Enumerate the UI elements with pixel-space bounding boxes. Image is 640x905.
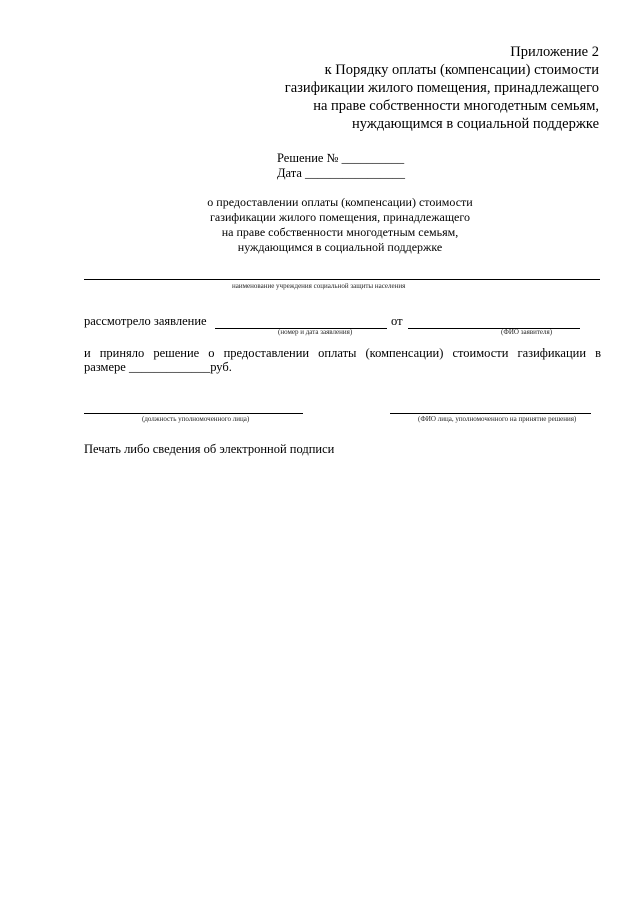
header-line-2: газификации жилого помещения, принадлежащего [284, 80, 599, 96]
decision-text-line-1: и приняло решение о предоставлении оплаты (компенсации) стоимости газификации в [84, 346, 601, 360]
name-signature-line [390, 413, 591, 414]
header-line-1: к Порядку оплаты (компенсации) стоимости [324, 62, 599, 78]
subject-line-4: нуждающимся в социальной поддержке [237, 240, 443, 254]
appendix-number: Приложение 2 [510, 44, 599, 60]
applicant-name-line [408, 328, 580, 329]
position-signature-line [84, 413, 303, 414]
header-line-3: на праве собственности многодетным семьям, [313, 98, 599, 114]
applicant-caption: (ФИО заявителя) [501, 328, 553, 336]
from-label: от [391, 314, 403, 328]
subject-line-2: газификации жилого помещения, принадлежащего [209, 210, 471, 224]
application-number-caption: (номер и дата заявления) [278, 328, 353, 336]
decision-number: Решение № __________ [277, 151, 405, 165]
institution-caption: наименование учреждения социальной защиты населения [232, 282, 406, 290]
institution-line [84, 279, 600, 280]
header-line-4: нуждающимся в социальной поддержке [352, 116, 599, 132]
position-caption: (должность уполномоченного лица) [142, 415, 250, 423]
application-prefix: рассмотрело заявление [84, 314, 207, 328]
stamp-text: Печать либо сведения об электронной подписи [84, 442, 335, 456]
decision-text-line-2: размере _____________руб. [84, 360, 232, 374]
subject-line-1: о предоставлении оплаты (компенсации) стоимости [207, 195, 473, 209]
subject-line-3: на праве собственности многодетным семьям, [221, 225, 459, 239]
name-caption: (ФИО лица, уполномоченного на принятие решения) [418, 415, 577, 423]
decision-date: Дата ________________ [277, 166, 406, 180]
